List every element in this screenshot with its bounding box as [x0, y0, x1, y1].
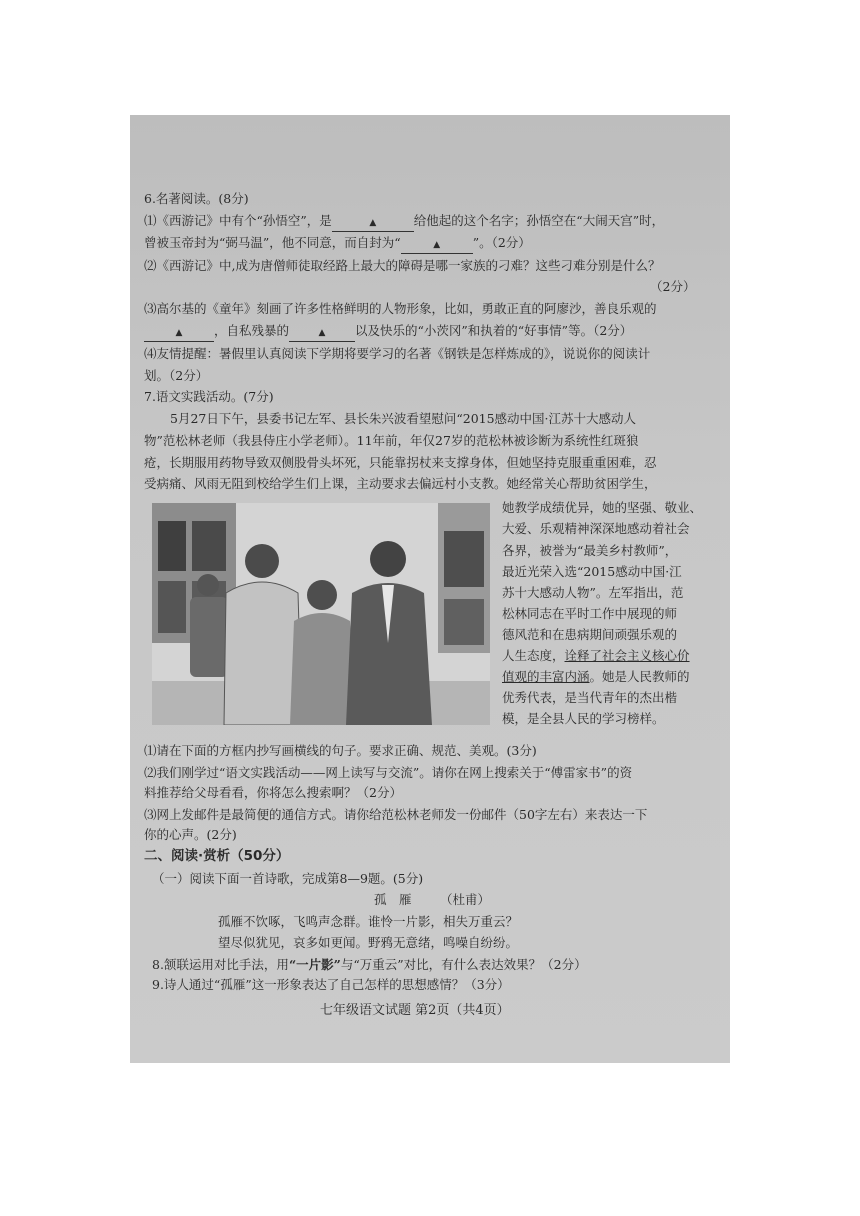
- poem-author: （杜甫）: [440, 892, 491, 907]
- exam-page: [130, 115, 730, 1063]
- q6-title: 6.名著阅读。(8分): [144, 191, 249, 206]
- poem-line: 望尽似犹见，哀多如更闻。野鸦无意绪，鸣噪自纷纷。: [218, 935, 519, 950]
- q7-sub3-line1: ⑶网上发邮件是最简便的通信方式。请你给范松林老师发一份邮件（50字左右）来表达一下: [144, 807, 648, 822]
- page-footer: 七年级语文试题 第2页（共4页）: [320, 1003, 510, 1018]
- answer-blank[interactable]: ▲: [289, 325, 355, 342]
- q7-sub1: ⑴请在下面的方框内抄写画横线的句子。要求正确、规范、美观。(3分): [144, 743, 537, 758]
- underlined-sentence: 诠释了社会主义核心价: [564, 648, 690, 663]
- poem-title: 孤 雁: [374, 892, 412, 907]
- q6-part1-line1: ⑴《西游记》中有个“孙悟空”，是 ▲ 给他起的这个名字；孙悟空在“大闹天宫”时，: [144, 213, 664, 232]
- q7-sub2-line1: ⑵我们刚学过“语文实践活动——网上读写与交流”。请你在网上搜索关于“傅雷家书”的资: [144, 765, 633, 780]
- answer-blank[interactable]: ▲: [144, 325, 214, 342]
- answer-blank[interactable]: ▲: [332, 215, 414, 232]
- q7-side-line: 松林同志在平时工作中展现的师: [502, 606, 678, 621]
- q7-side-line: 苏十大感动人物”。左军指出，范: [502, 585, 684, 600]
- q6-part4-line2: 划。（2分）: [144, 368, 209, 383]
- photo-illustration: [152, 503, 490, 725]
- q7-title: 7.语文实践活动。(7分): [144, 389, 274, 404]
- q7-sub2-line2: 料推荐给父母看看，你将怎么搜索啊？（2分）: [144, 785, 402, 800]
- q6-part2-score: （2分）: [650, 279, 696, 294]
- q7-side-line: 优秀代表，是当代青年的杰出楷: [502, 690, 678, 705]
- answer-blank[interactable]: ▲: [401, 237, 473, 254]
- q7-sub3-line2: 你的心声。(2分): [144, 827, 237, 842]
- section2-intro: （一）阅读下面一首诗歌，完成第8—9题。(5分): [152, 871, 424, 886]
- q9: 9.诗人通过“孤雁”这一形象表达了自己怎样的思想感情？（3分）: [152, 977, 510, 992]
- q8: 8.颔联运用对比手法，用“一片影”与“万重云”对比，有什么表达效果？（2分）: [152, 957, 587, 972]
- q7-side-line: 值观的丰富内涵。她是人民教师的: [502, 669, 690, 684]
- q6-part4-line1: ⑷友情提醒：暑假里认真阅读下学期将要学习的名著《钢铁是怎样炼成的》，说说你的阅读计: [144, 346, 651, 361]
- q7-side-line: 德风范和在患病期间顽强乐观的: [502, 627, 678, 642]
- q7-side-line: 她教学成绩优异，她的坚强、敬业、: [502, 500, 703, 515]
- q7-passage-line: 疮，长期服用药物导致双侧股骨头坏死，只能靠拐杖来支撑身体，但她坚持克服重重困难，忍: [144, 455, 657, 470]
- q6-part1-line2: 曾被玉帝封为“弼马温”，他不同意，而自封为“ ▲ ”。（2分）: [144, 235, 531, 254]
- q7-passage-line: 受病痛、风雨无阻到校给学生们上课，主动要求去偏远村小支教。她经常关心帮助贫困学生，: [144, 476, 657, 491]
- q7-side-line: 人生态度，诠释了社会主义核心价: [502, 648, 690, 663]
- underlined-sentence: 值观的丰富内涵: [502, 669, 590, 684]
- q7-side-line: 最近光荣入选“2015感动中国·江: [502, 564, 682, 579]
- q7-side-line: 大爱、乐观精神深深地感动着社会: [502, 521, 690, 536]
- q7-passage-line: 物”范松林老师（我县侍庄小学老师）。11年前，年仅27岁的范松林被诊断为系统性红斑狼: [144, 433, 639, 448]
- section2-title: 二、阅读·赏析（50分）: [144, 848, 290, 864]
- teacher-group-photo: [152, 503, 490, 725]
- poem-line: 孤雁不饮啄，飞鸣声念群。谁怜一片影，相失万重云？: [218, 914, 519, 929]
- q6-part3-line2: ▲ ，自私残暴的 ▲ 以及快乐的“小茨冈”和执着的“好事情”等。（2分）: [144, 323, 632, 342]
- q7-side-line: 模，是全县人民的学习榜样。: [502, 711, 665, 726]
- q7-passage-line: 5月27日下午，县委书记左军、县长朱兴波看望慰问“2015感动中国·江苏十大感动人: [170, 411, 637, 426]
- q7-side-line: 各界，被誉为“最美乡村教师”，: [502, 543, 678, 558]
- q6-part3-line1: ⑶高尔基的《童年》刻画了许多性格鲜明的人物形象，比如，勇敢正直的阿廖沙，善良乐观的: [144, 301, 657, 316]
- q6-part2-line1: ⑵《西游记》中,成为唐僧师徒取经路上最大的障碍是哪一家族的刁难？这些刁难分别是什么？: [144, 258, 661, 273]
